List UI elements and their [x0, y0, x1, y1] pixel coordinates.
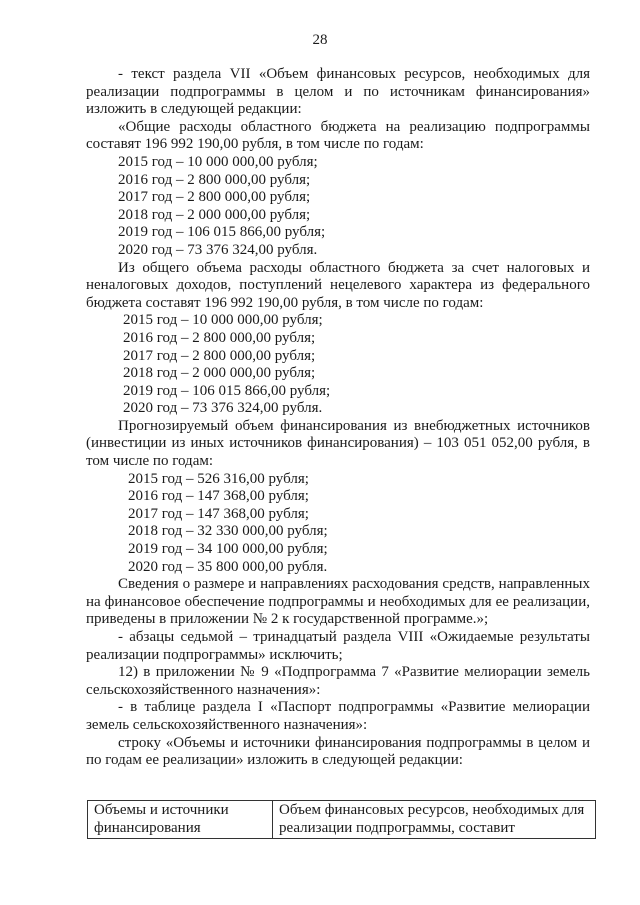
year-line: 2016 год – 2 800 000,00 рубля;	[118, 171, 311, 188]
year-line: 2015 год – 526 316,00 рубля;	[128, 470, 309, 487]
paragraph-section-viii: - абзацы седьмой – тринадцатый раздела VIII «Ожидаемые результаты реализации подпрограммы» исключить;	[86, 629, 590, 663]
year-line: 2018 год – 32 330 000,00 рубля;	[128, 523, 328, 540]
year-line: 2020 год – 73 376 324,00 рубля.	[118, 241, 318, 258]
paragraph-appendix-9: 12) в приложении № 9 «Подпрограмма 7 «Развитие мелиорации земель сельскохозяйственного назначения»:	[86, 664, 590, 698]
paragraph-extrabudgetary: Прогнозируемый объем финансирования из внебюджетных источников (инвестиции из иных источников финансирования) – 103 051 052,00 рубля, в том числе по годам:	[86, 417, 590, 470]
paragraph-section-vii: - текст раздела VII «Объем финансовых ресурсов, необходимых для реализации подпрограммы в целом и по источникам финансирования» изложить в следующей редакции:	[86, 66, 590, 118]
year-line: 2018 год – 2 000 000,00 рубля;	[123, 365, 316, 382]
years-extra-list	[86, 471, 590, 577]
table-cell-volume: Объем финансовых ресурсов, необходимых для реализации подпрограммы, составит	[273, 801, 596, 839]
year-line: 2020 год – 73 376 324,00 рубля.	[123, 400, 323, 417]
table-cell-sources: Объемы и источники финансирования	[88, 801, 273, 839]
year-line: 2015 год – 10 000 000,00 рубля;	[123, 312, 323, 329]
document-body	[86, 66, 590, 770]
year-line: 2017 год – 2 800 000,00 рубля;	[123, 347, 316, 364]
paragraph-information: Сведения о размере и направлениях расходования средств, направленных на финансовое обеспечение подпрограммы и необходимых для ее реализации, приведены в приложении № 2 к государственной программе.»;	[86, 576, 590, 628]
passport-table	[87, 800, 596, 839]
years-total-list	[86, 154, 590, 260]
paragraph-tax-revenue: Из общего объема расходы областного бюджета за счет налоговых и неналоговых доходов, поступлений нецелевого характера из федерального бюджета составят 196 992 190,00 рубля, в том числе по годам:	[86, 259, 590, 311]
paragraph-row-edit: строку «Объемы и источники финансирования подпрограммы в целом и по годам ее реализации» изложить в следующей редакции:	[86, 734, 590, 769]
paragraph-total-expenses: «Общие расходы областного бюджета на реализацию подпрограммы составят 196 992 190,00 рубля, в том числе по годам:	[86, 118, 590, 153]
year-line: 2015 год – 10 000 000,00 рубля;	[118, 153, 318, 170]
years-tax-list	[86, 312, 590, 418]
year-line: 2018 год – 2 000 000,00 рубля;	[118, 206, 311, 223]
table-row	[88, 801, 596, 839]
year-line: 2019 год – 106 015 866,00 рубля;	[123, 382, 331, 399]
year-line: 2017 год – 2 800 000,00 рубля;	[118, 189, 311, 206]
year-line: 2016 год – 2 800 000,00 рубля;	[123, 329, 316, 346]
paragraph-table-section-i: - в таблице раздела I «Паспорт подпрограммы «Развитие мелиорации земель сельскохозяйственного назначения»:	[86, 699, 590, 733]
year-line: 2019 год – 106 015 866,00 рубля;	[118, 224, 326, 241]
page-number: 28	[312, 32, 328, 48]
year-line: 2019 год – 34 100 000,00 рубля;	[128, 541, 328, 558]
year-line: 2017 год – 147 368,00 рубля;	[128, 505, 309, 522]
year-line: 2020 год – 35 800 000,00 рубля.	[128, 558, 328, 575]
year-line: 2016 год – 147 368,00 рубля;	[128, 488, 309, 505]
